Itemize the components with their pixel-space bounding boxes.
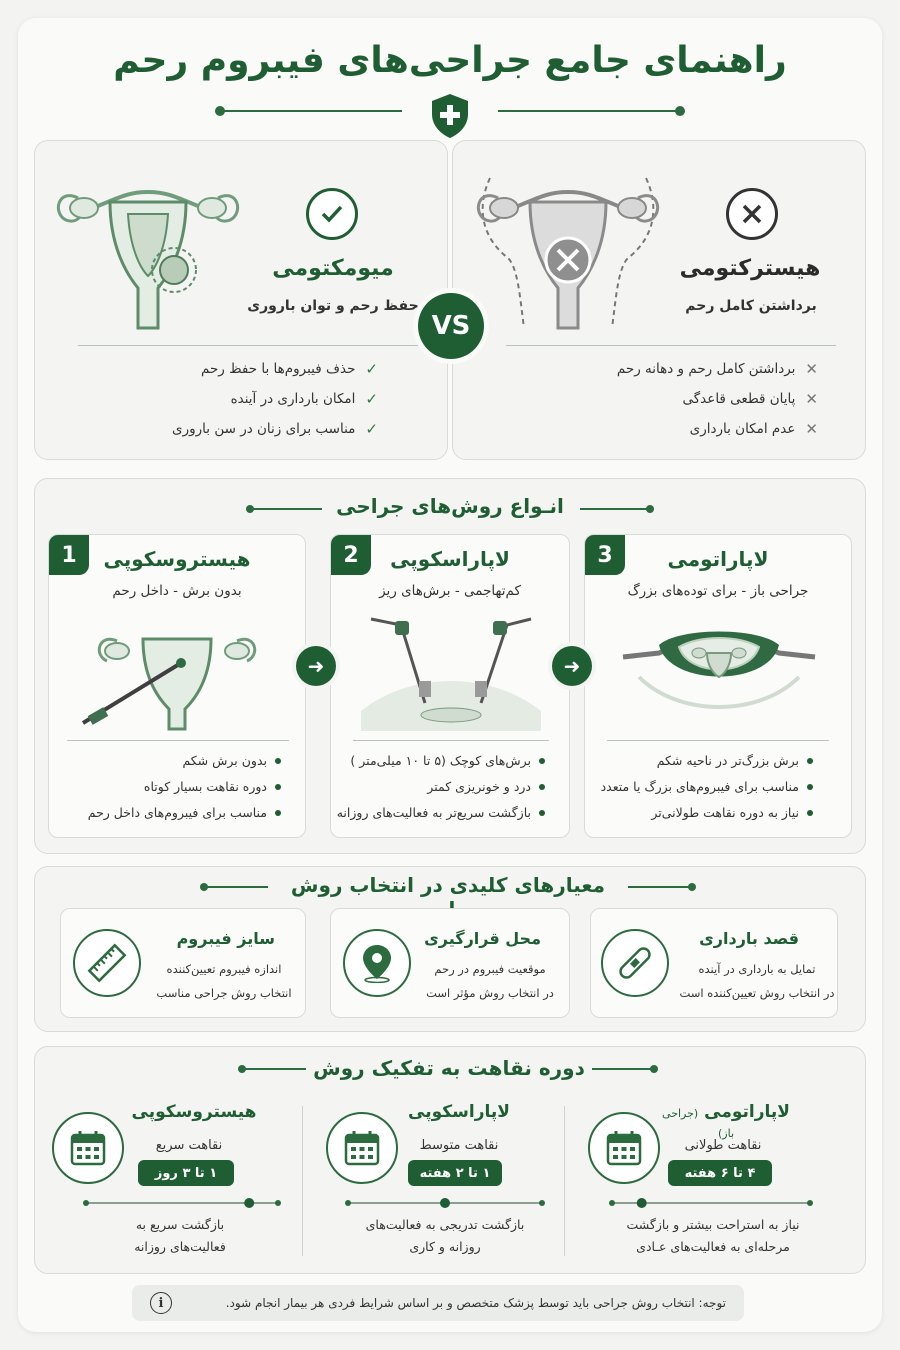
method-card-laparoscopy [330, 534, 570, 838]
method-title: هیستروسکوپی [103, 547, 251, 571]
recovery-progress-knob [440, 1198, 450, 1208]
check-circle-icon [306, 188, 358, 240]
criteria-title: معیارهای کلیدی در انتخاب روش [290, 873, 606, 897]
section-rule [244, 1068, 306, 1070]
page-title: راهنمای جامع جراحی‌های فیبروم رحم [113, 40, 787, 81]
arrow-right-icon: ➜ [552, 646, 592, 686]
calendar-icon [52, 1112, 124, 1184]
criterion-title: سایز فیبروم [176, 929, 275, 948]
hysterectomy-point: ✕ عدم امکان بارداری [689, 420, 818, 438]
section-dot [688, 883, 696, 891]
method-point: مناسب برای فیبروم‌های داخل رحم [88, 805, 281, 820]
criterion-text: اندازه فیبروم تعیین‌کننده انتخاب روش جراحی مناسب [156, 962, 292, 1000]
criterion-title: قصد بارداری [699, 929, 799, 948]
method-card-laparotomy [584, 534, 852, 838]
method-point: برش بزرگ‌تر در ناحیه شکم [657, 753, 813, 768]
x-icon: ✕ [805, 390, 818, 408]
method-point: نیاز به دوره نقاهت طولانی‌تر [651, 805, 813, 820]
criterion-title: محل قرارگیری [424, 929, 541, 948]
myomectomy-point: ✓ امکان بارداری در آینده [230, 390, 378, 408]
recovery-method-title: هیستروسکوپی [131, 1102, 257, 1122]
x-icon: ✕ [805, 360, 818, 378]
title-rule-right [498, 110, 678, 112]
info-icon: i [150, 1292, 172, 1314]
uterus-illustration [48, 158, 248, 336]
recovery-speed: نقاهت سریع [155, 1138, 223, 1153]
criterion-card [590, 908, 838, 1018]
recovery-progress-track [80, 1196, 284, 1210]
method-card-hysteroscopy [48, 534, 306, 838]
hysterectomy-point: ✕ پایان قطعی قاعدگی [682, 390, 818, 408]
criterion-card [60, 908, 306, 1018]
location-pin-icon [343, 929, 411, 997]
myomectomy-subtitle: حفظ رحم و توان باروری [247, 298, 419, 314]
note-text: توجه: انتخاب روش جراحی باید توسط پزشک متخصص و بر اساس شرایط فردی هر بیمار انجام شود. [225, 1296, 726, 1310]
recovery-progress-knob [244, 1198, 254, 1208]
title-dot-left [215, 106, 225, 116]
section-rule [206, 886, 268, 888]
method-point: مناسب برای فیبروم‌های بزرگ یا متعدد [601, 779, 813, 794]
arrow-right-icon: ➜ [296, 646, 336, 686]
recovery-speed: نقاهت طولانی [684, 1138, 762, 1153]
criterion-text: موقعیت فیبروم در رحم در انتخاب روش مؤثر است [426, 962, 554, 1000]
x-icon: ✕ [805, 420, 818, 438]
section-rule [592, 1068, 654, 1070]
method-point: بدون برش شکم [182, 753, 281, 768]
vs-badge: VS [418, 293, 484, 359]
method-point: دوره نقاهت بسیار کوتاه [144, 779, 281, 794]
recovery-description: بازگشت تدریجی به فعالیت‌های روزانه و کاری [365, 1217, 525, 1254]
hysterectomy-subtitle: برداشتن کامل رحم [685, 298, 817, 314]
method-point: برش‌های کوچک (۵ تا ۱۰ میلی‌متر ) [350, 753, 545, 768]
criterion-text: تمایل به بارداری در آینده در انتخاب روش تعیین‌کننده است [679, 962, 835, 1000]
method-title: لاپاراسکوپی [390, 547, 510, 571]
section-rule [628, 886, 690, 888]
myomectomy-divider [78, 345, 418, 346]
recovery-speed: نقاهت متوسط [419, 1138, 499, 1153]
methods-title: انـواع روش‌های جراحی [336, 494, 564, 518]
recovery-description: نیاز به استراحت بیشتر و بازگشت مرحله‌ای به فعالیت‌های عـادی [626, 1217, 800, 1254]
recovery-description: بازگشت سریع به فعالیت‌های روزانه [134, 1217, 226, 1254]
step-number: 1 [49, 535, 89, 575]
recovery-progress-knob [637, 1198, 647, 1208]
pregnancy-test-icon [601, 929, 669, 997]
laparoscopic-tools-illustration [361, 611, 541, 731]
calendar-icon [326, 1112, 398, 1184]
section-dot [650, 1065, 658, 1073]
x-circle-icon [726, 188, 778, 240]
myomectomy-point: ✓ حذف فیبروم‌ها با حفظ رحم [200, 360, 378, 378]
section-dot [246, 505, 254, 513]
removed-uterus-illustration [468, 158, 668, 336]
recovery-progress-track [606, 1196, 816, 1210]
hysterectomy-title: هیسترکتومی [679, 256, 821, 281]
check-icon: ✓ [365, 360, 378, 378]
recovery-duration-badge: ۱ تا ۳ روز [138, 1160, 234, 1186]
recovery-title: دوره نقاهت به تفکیک روش [313, 1056, 585, 1080]
recovery-duration-badge: ۴ تا ۶ هفته [668, 1160, 772, 1186]
check-icon: ✓ [365, 390, 378, 408]
method-point: بازگشت سریع‌تر به فعالیت‌های روزانه [337, 805, 545, 820]
check-icon: ✓ [365, 420, 378, 438]
ruler-icon [73, 929, 141, 997]
title-dot-right [675, 106, 685, 116]
recovery-duration-badge: ۱ تا ۲ هفته [408, 1160, 502, 1186]
recovery-progress-track [342, 1196, 548, 1210]
recovery-method-title: لاپاراتومی (جراحی باز) [662, 1102, 790, 1140]
hysterectomy-divider [506, 345, 836, 346]
method-subtitle: کم‌تهاجمی - برش‌های ریز [379, 583, 521, 599]
method-subtitle: بدون برش - داخل رحم [112, 583, 242, 599]
myomectomy-title: میومکتومی [272, 256, 394, 281]
card-divider [607, 740, 829, 741]
criterion-card [330, 908, 570, 1018]
hysterectomy-point: ✕ برداشتن کامل رحم و دهانه رحم [616, 360, 818, 378]
title-rule-left [222, 110, 402, 112]
card-divider [353, 740, 549, 741]
method-title: لاپاراتومی [667, 547, 769, 571]
method-subtitle: جراحی باز - برای توده‌های بزرگ [627, 583, 809, 599]
column-divider [302, 1106, 303, 1256]
section-dot [238, 1065, 246, 1073]
disclaimer-note [132, 1285, 744, 1321]
section-dot [646, 505, 654, 513]
step-number: 2 [331, 535, 371, 575]
calendar-icon [588, 1112, 660, 1184]
section-dot [200, 883, 208, 891]
step-number: 3 [585, 535, 625, 575]
column-divider [564, 1106, 565, 1256]
card-divider [67, 740, 289, 741]
method-point: درد و خونریزی کمتر [427, 779, 545, 794]
hysteroscope-illustration [77, 611, 277, 731]
myomectomy-point: ✓ مناسب برای زنان در سن باروری [172, 420, 378, 438]
shield-plus-icon [428, 92, 472, 140]
recovery-method-title: لاپاراسکوپی [408, 1102, 510, 1122]
open-surgery-illustration [619, 617, 819, 727]
